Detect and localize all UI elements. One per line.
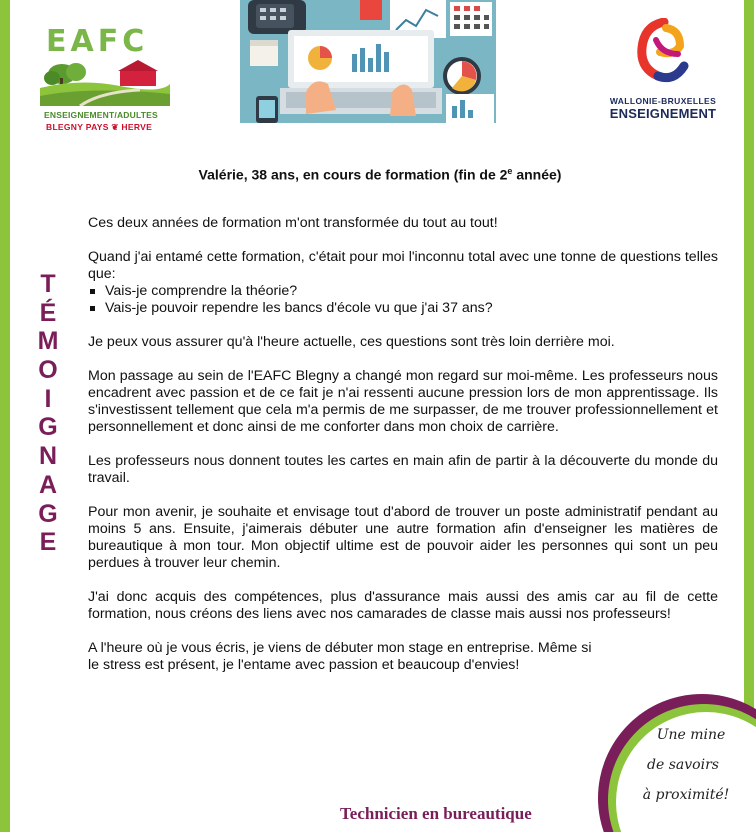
vertical-letter: É (39, 298, 57, 327)
paragraph-passage: Mon passage au sein de l'EAFC Blegny a changé mon regard sur moi-même. Les professeurs nous encadrent avec passion et de ce fait je n'ai ressenti aucune pression lors de mon apprentissage. Ils s'investissent tellement que cela m'a permis de me surpasser, de me trouver professionnellement et personnellement et donc ainsi de me conforter dans mon choix de carrière. (88, 368, 718, 435)
wbe-logo (598, 18, 728, 122)
headline-tail: année) (512, 166, 562, 183)
wbe-logo-mark-icon (634, 18, 690, 88)
slogan-line: Une mine (656, 727, 726, 743)
vertical-letter: M (37, 327, 59, 356)
slogan-line: de savoirs (647, 757, 719, 773)
headline-superscript: e (507, 166, 513, 176)
vertical-letter: T (40, 270, 56, 298)
wbe-logo-line2: ENSEIGNEMENT (609, 106, 717, 121)
vertical-letter: I (44, 384, 52, 413)
paragraph-stage: A l'heure où je vous écris, je viens de débuter mon stage en entreprise. Même si le stress est présent, je l'entame avec passion et beaucoup d'envies! (88, 640, 592, 673)
paragraph-avenir: Pour mon avenir, je souhaite et envisage tout d'abord de trouver un poste administratif pendant au moins 5 ans. Ensuite, j'aimerais débuter une autre formation afin d'enseigner les matières de bureautique à mon tour. Mon objectif ultime est de pouvoir aider les personnes qui sont un peu perdues à trouver leur chemin. (88, 504, 718, 571)
vertical-letter: G (38, 413, 58, 442)
course-title: Technicien en bureautique (340, 804, 532, 823)
eafc-landscape-icon (40, 60, 170, 106)
eafc-logo (40, 14, 170, 132)
vertical-letter: A (38, 470, 58, 499)
slogan-line: à proximité! (642, 787, 730, 803)
eafc-logo-letters: EAFC (46, 24, 149, 59)
question-list (88, 283, 718, 317)
list-item: Vais-je pouvoir rependre les bancs d'école vu que j'ai 37 ans? (88, 300, 718, 317)
paragraph-assurance: Je peux vous assurer qu'à l'heure actuelle, ces questions sont très loin derrière moi. (88, 334, 615, 350)
list-item: Vais-je comprendre la théorie? (88, 283, 718, 300)
eafc-logo-line1: ENSEIGNEMENT/ADULTES (44, 110, 158, 120)
testimonial-headline (120, 166, 640, 183)
paragraph-competences: J'ai donc acquis des compétences, plus d'assurance mais aussi des amis car au fil de cette formation, nous créons des liens avec nos camarades de classe mais aussi nos professeurs! (88, 589, 718, 622)
testimonial-body (88, 215, 718, 691)
vertical-letter: O (38, 356, 58, 385)
vertical-letter: E (39, 528, 57, 557)
paragraph-intro: Ces deux années de formation m'ont transformée du tout au tout! (88, 215, 498, 231)
vertical-letter: G (38, 499, 58, 528)
vertical-letter: N (38, 442, 58, 471)
paragraph-questions: Quand j'ai entamé cette formation, c'était pour moi l'inconnu total avec une tonne de questions telles que: (88, 249, 718, 282)
vertical-word-temoignage (32, 270, 64, 557)
wbe-logo-line1: WALLONIE-BRUXELLES (609, 96, 717, 106)
headline-text: Valérie, 38 ans, en cours de formation (fin de 2 (198, 166, 508, 183)
slogan (618, 720, 748, 810)
paragraph-professeurs: Les professeurs nous donnent toutes les cartes en main afin de partir à la découverte du monde du travail. (88, 453, 718, 486)
office-desk-illustration (240, 0, 496, 123)
eafc-logo-line2: BLEGNY PAYS ❦ HERVE (46, 122, 153, 132)
left-green-border (0, 0, 10, 832)
